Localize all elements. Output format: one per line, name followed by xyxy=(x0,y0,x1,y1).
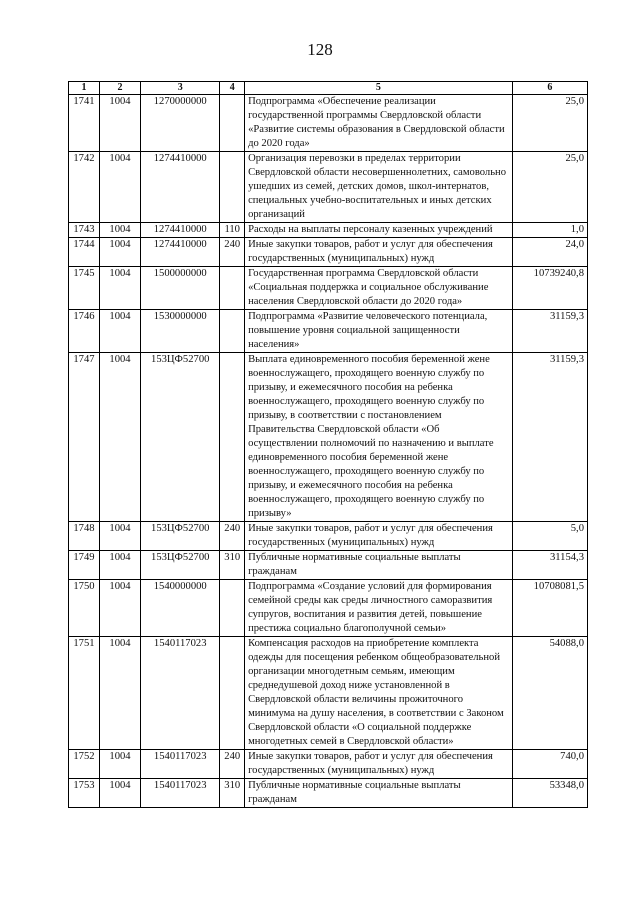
table-row xyxy=(69,580,588,637)
table-row xyxy=(69,152,588,223)
amount: 53348,0 xyxy=(512,779,587,808)
section-code: 1004 xyxy=(99,637,140,750)
budget-table xyxy=(68,81,588,808)
amount: 740,0 xyxy=(512,750,587,779)
amount: 10708081,5 xyxy=(512,580,587,637)
section-code: 1004 xyxy=(99,267,140,310)
expense-name: Государственная программа Свердловской области «Социальная поддержка и социальное обслуживание населения Свердловской области до 2020 года» xyxy=(245,267,513,310)
expense-name: Иные закупки товаров, работ и услуг для обеспечения государственных (муниципальных) нужд xyxy=(245,238,513,267)
row-number: 1746 xyxy=(69,310,100,353)
row-number: 1742 xyxy=(69,152,100,223)
row-number: 1741 xyxy=(69,95,100,152)
table-row xyxy=(69,267,588,310)
amount: 1,0 xyxy=(512,223,587,238)
section-code: 1004 xyxy=(99,238,140,267)
target-article-code: 1540000000 xyxy=(141,580,220,637)
page-number: 128 xyxy=(307,40,333,59)
expense-type-code xyxy=(220,310,245,353)
section-code: 1004 xyxy=(99,353,140,522)
amount: 25,0 xyxy=(512,95,587,152)
expense-type-code: 240 xyxy=(220,750,245,779)
row-number: 1747 xyxy=(69,353,100,522)
row-number: 1744 xyxy=(69,238,100,267)
row-number: 1751 xyxy=(69,637,100,750)
target-article-code: 1540117023 xyxy=(141,750,220,779)
row-number: 1748 xyxy=(69,522,100,551)
expense-name: Публичные нормативные социальные выплаты гражданам xyxy=(245,779,513,808)
table-row xyxy=(69,522,588,551)
row-number: 1750 xyxy=(69,580,100,637)
target-article-code: 153ЦФ52700 xyxy=(141,353,220,522)
target-article-code: 1274410000 xyxy=(141,223,220,238)
row-number: 1745 xyxy=(69,267,100,310)
target-article-code: 1274410000 xyxy=(141,238,220,267)
table-body xyxy=(69,95,588,808)
amount: 54088,0 xyxy=(512,637,587,750)
amount: 31154,3 xyxy=(512,551,587,580)
amount: 10739240,8 xyxy=(512,267,587,310)
table-row xyxy=(69,637,588,750)
target-article-code: 1540117023 xyxy=(141,637,220,750)
section-code: 1004 xyxy=(99,223,140,238)
section-code: 1004 xyxy=(99,152,140,223)
amount: 31159,3 xyxy=(512,310,587,353)
expense-type-code xyxy=(220,353,245,522)
expense-name: Иные закупки товаров, работ и услуг для обеспечения государственных (муниципальных) нужд xyxy=(245,522,513,551)
row-number: 1749 xyxy=(69,551,100,580)
table-row xyxy=(69,223,588,238)
section-code: 1004 xyxy=(99,95,140,152)
target-article-code: 1540117023 xyxy=(141,779,220,808)
expense-type-code: 110 xyxy=(220,223,245,238)
target-article-code: 1500000000 xyxy=(141,267,220,310)
section-code: 1004 xyxy=(99,779,140,808)
expense-name: Подпрограмма «Обеспечение реализации государственной программы Свердловской области «Развитие системы образования в Свердловской области до 2020 года» xyxy=(245,95,513,152)
expense-type-code: 310 xyxy=(220,551,245,580)
expense-type-code: 240 xyxy=(220,238,245,267)
table-row xyxy=(69,750,588,779)
header-col-5: 5 xyxy=(245,82,513,95)
expense-name: Публичные нормативные социальные выплаты гражданам xyxy=(245,551,513,580)
table-row xyxy=(69,779,588,808)
target-article-code: 1530000000 xyxy=(141,310,220,353)
header-col-2: 2 xyxy=(99,82,140,95)
expense-type-code xyxy=(220,637,245,750)
table-row xyxy=(69,551,588,580)
expense-name: Расходы на выплаты персоналу казенных учреждений xyxy=(245,223,513,238)
amount: 24,0 xyxy=(512,238,587,267)
table-row xyxy=(69,353,588,522)
section-code: 1004 xyxy=(99,580,140,637)
expense-type-code xyxy=(220,267,245,310)
expense-name: Организация перевозки в пределах территории Свердловской области несовершеннолетних, самовольно ушедших из семей, детских домов, школ-интернатов, специальных учебно-воспитательных и иных детских организаций xyxy=(245,152,513,223)
expense-type-code xyxy=(220,95,245,152)
expense-name: Подпрограмма «Развитие человеческого потенциала, повышение уровня социальной защищенности населения» xyxy=(245,310,513,353)
table-row xyxy=(69,238,588,267)
section-code: 1004 xyxy=(99,551,140,580)
target-article-code: 153ЦФ52700 xyxy=(141,551,220,580)
header-col-4: 4 xyxy=(220,82,245,95)
amount: 5,0 xyxy=(512,522,587,551)
expense-name: Выплата единовременного пособия беременной жене военнослужащего, проходящего военную службу по призыву, и ежемесячного пособия на ребенка военнослужащего, проходящего военную службу по призыву, в соответствии с постановлением Правительства Свердловской области «Об осуществлении полномочий по назначению и выплате единовременного пособия беременной жене военнослужащего, проходящего военную службу по призыву, и ежемесячного пособия на ребенка военнослужащего, проходящего военную службу по призыву» xyxy=(245,353,513,522)
expense-type-code: 310 xyxy=(220,779,245,808)
header-col-1: 1 xyxy=(69,82,100,95)
row-number: 1743 xyxy=(69,223,100,238)
section-code: 1004 xyxy=(99,522,140,551)
target-article-code: 1270000000 xyxy=(141,95,220,152)
amount: 31159,3 xyxy=(512,353,587,522)
row-number: 1753 xyxy=(69,779,100,808)
expense-name: Компенсация расходов на приобретение комплекта одежды для посещения ребенком общеобразовательной организации многодетным семьям, имеющим среднедушевой доход ниже установленной в Свердловской области величины прожиточного минимума на душу населения, в соответствии с Законом Свердловской области «О социальной поддержке многодетных семей в Свердловской области» xyxy=(245,637,513,750)
table-row xyxy=(69,310,588,353)
expense-name: Подпрограмма «Создание условий для формирования семейной среды как среды личностного саморазвития супругов, воспитания и развития детей, повышение престижа социально благополучной семьи» xyxy=(245,580,513,637)
section-code: 1004 xyxy=(99,310,140,353)
expense-type-code: 240 xyxy=(220,522,245,551)
amount: 25,0 xyxy=(512,152,587,223)
row-number: 1752 xyxy=(69,750,100,779)
table-row xyxy=(69,95,588,152)
expense-name: Иные закупки товаров, работ и услуг для обеспечения государственных (муниципальных) нужд xyxy=(245,750,513,779)
target-article-code: 1274410000 xyxy=(141,152,220,223)
expense-type-code xyxy=(220,152,245,223)
section-code: 1004 xyxy=(99,750,140,779)
expense-type-code xyxy=(220,580,245,637)
table-header xyxy=(69,82,588,95)
header-col-6: 6 xyxy=(512,82,587,95)
header-col-3: 3 xyxy=(141,82,220,95)
target-article-code: 153ЦФ52700 xyxy=(141,522,220,551)
